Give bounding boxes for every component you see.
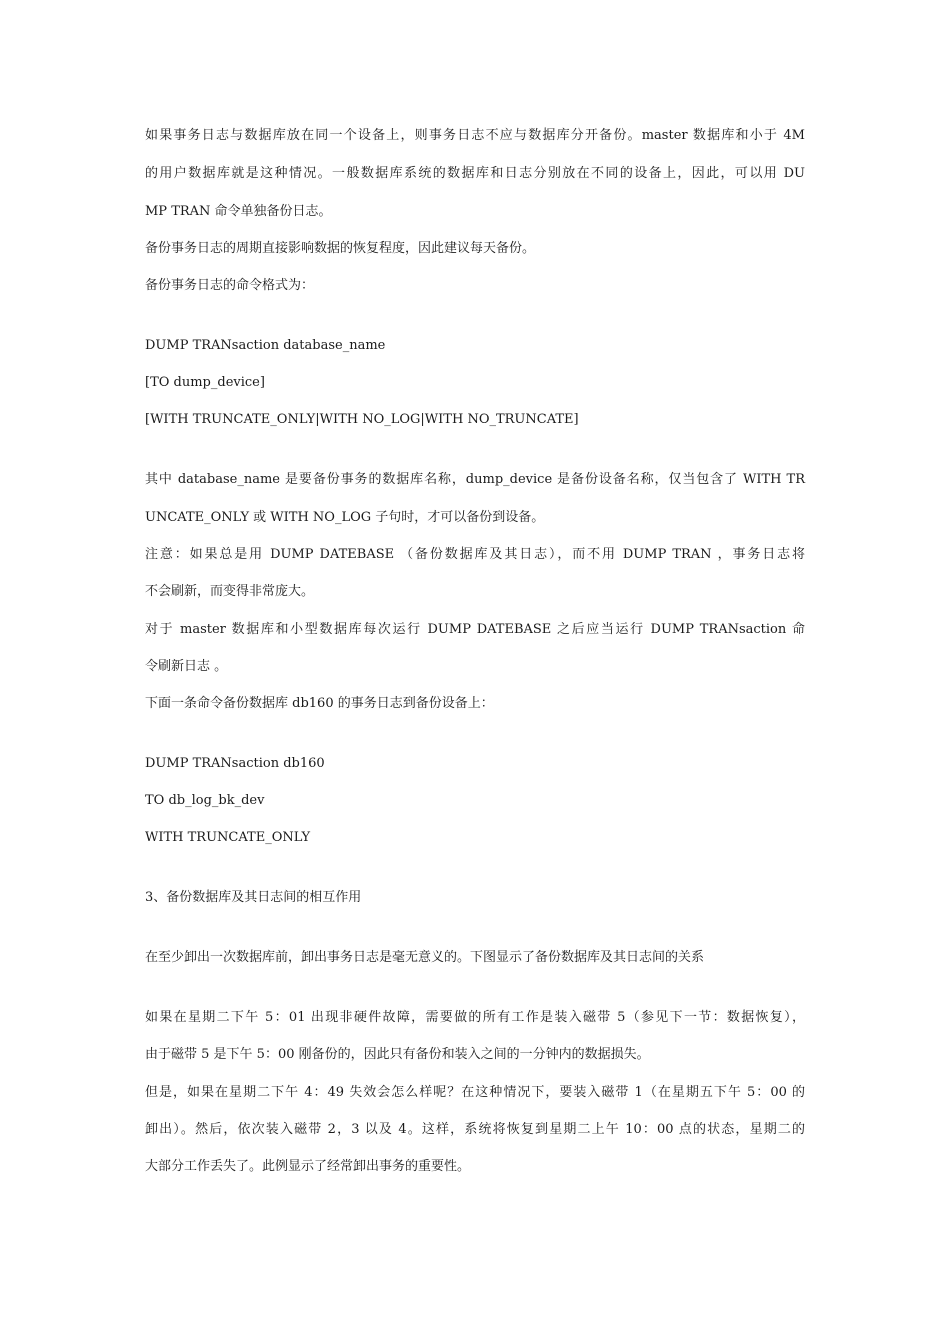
paragraph-line: 由于磁带 5 是下午 5：00 刚备份的，因此只有备份和装入之间的一分钟内的数据损失。: [145, 1047, 650, 1062]
code-line: TO db_log_bk_dev: [145, 793, 265, 808]
paragraph-line: 大部分工作丢失了。此例显示了经常卸出事务的重要性。: [145, 1159, 471, 1174]
paragraph-line: 其中 database_name 是要备份事务的数据库名称，dump_device 是备份设备名称，仅当包含了 WITH TR: [145, 472, 805, 487]
paragraph-line: 卸出）。然后，依次装入磁带 2，3 以及 4。这样，系统将恢复到星期二上午 10：00 点的状态，星期二的: [145, 1122, 805, 1137]
code-line: [WITH TRUNCATE_ONLY|WITH NO_LOG|WITH NO_TRUNCATE]: [145, 412, 579, 427]
paragraph-line: 令刷新日志 。: [145, 659, 228, 674]
section-heading: 3、备份数据库及其日志间的相互作用: [145, 890, 362, 905]
paragraph-line: 在至少卸出一次数据库前，卸出事务日志是毫无意义的。下图显示了备份数据库及其日志间的关系: [145, 950, 705, 965]
code-line: [TO dump_device]: [145, 375, 265, 390]
paragraph-line: 下面一条命令备份数据库 db160 的事务日志到备份设备上：: [145, 696, 494, 711]
paragraph-line: 的用户数据库就是这种情况。一般数据库系统的数据库和日志分别放在不同的设备上，因此，可以用 DU: [145, 166, 805, 181]
paragraph-line: 对于 master 数据库和小型数据库每次运行 DUMP DATEBASE 之后应当运行 DUMP TRANsaction 命: [145, 622, 805, 637]
code-line: DUMP TRANsaction db160: [145, 756, 325, 771]
paragraph-line: 如果在星期二下午 5：01 出现非硬件故障，需要做的所有工作是装入磁带 5（参见下一节：数据恢复），: [145, 1010, 805, 1025]
paragraph-line: MP TRAN 命令单独备份日志。: [145, 204, 332, 219]
paragraph-line: 但是，如果在星期二下午 4：49 失效会怎么样呢？在这种情况下，要装入磁带 1（在星期五下午 5：00 的: [145, 1085, 805, 1100]
paragraph-line: 注意：如果总是用 DUMP DATEBASE （备份数据库及其日志），而不用 DUMP TRAN ，事务日志将: [145, 547, 805, 562]
paragraph-line: UNCATE_ONLY 或 WITH NO_LOG 子句时，才可以备份到设备。: [145, 510, 545, 525]
paragraph-line: 不会刷新，而变得非常庞大。: [145, 584, 315, 599]
paragraph-line: 备份事务日志的周期直接影响数据的恢复程度，因此建议每天备份。: [145, 241, 536, 256]
paragraph-line: 如果事务日志与数据库放在同一个设备上，则事务日志不应与数据库分开备份。master 数据库和小于 4M: [145, 128, 805, 143]
code-line: DUMP TRANsaction database_name: [145, 338, 386, 353]
code-line: WITH TRUNCATE_ONLY: [145, 830, 311, 845]
paragraph-line: 备份事务日志的命令格式为：: [145, 278, 315, 293]
